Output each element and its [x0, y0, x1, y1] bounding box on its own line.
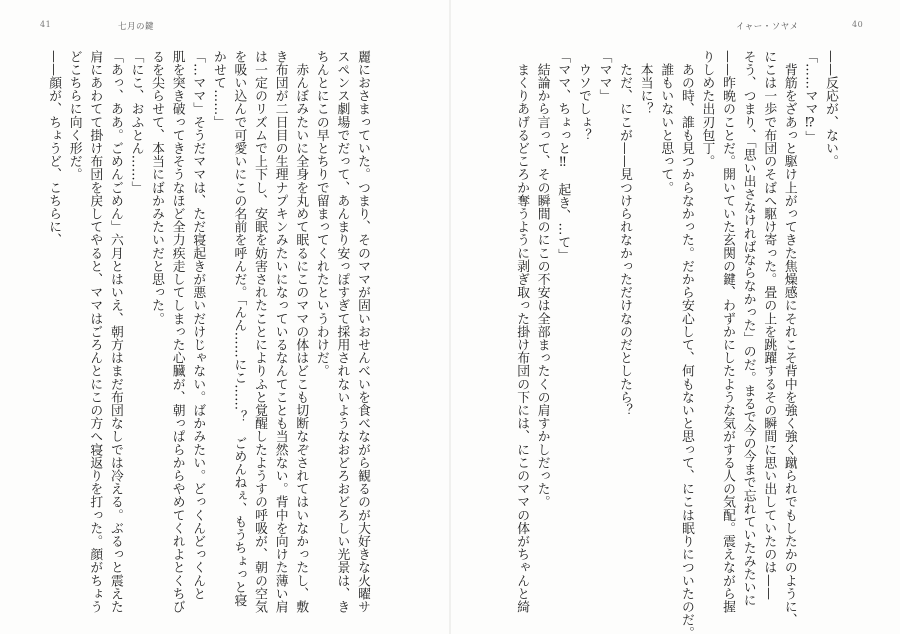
text-line: あの時、誰も見つからなかった。だから安心して、何もないと思って、にこは眠りについたのだ。: [678, 50, 694, 640]
text-line: 誰もいないと思って。: [658, 50, 674, 195]
text-line: 赤んぼみたいに全身を丸めて眠るにこのママの体はどこも切断なぞされてはいなかったし、敷: [293, 50, 309, 614]
text-line: 「…ママ」そうだママは、ただ寝起きが悪いだけじゃない。ばかみたい。どっくんどっくんと: [190, 50, 206, 601]
text-line: は一定のリズムで上下し、安眠を妨害されたことによりふと覚醒したようすの呼吸が、朝の空気: [252, 50, 268, 614]
text-line: 結論から言って、その瞬間のにこの不安は全部まったくの肩すかしだった。: [534, 50, 550, 509]
text-line: るを尖らせて、本当にばかみたいだと思った。: [149, 50, 165, 326]
right-page-number: 40: [852, 20, 864, 29]
text-line: ——反応が、ない。: [823, 50, 838, 168]
right-page: [450, 0, 900, 640]
text-line: まくりあげるどころか奪うように剥ぎ取った掛け布団の下には、にこのママの体がちゃんと綺: [514, 50, 530, 614]
text-line: を吸い込んで可愛いにこの名前を呼んだ。「んん……にこ……？ ごめんねぇ、もうちょっと寝: [231, 50, 247, 607]
text-line: 背筋をざあっと駆け上がってきた焦燥感にそれこそ背中を強く強く蹴られでもしたかのように、: [781, 50, 797, 627]
text-line: ちんとにこの早とちりで留まってくれたというわけだ。: [313, 50, 329, 378]
text-line: 肩にあわてて掛け布団を戻してやると、ママはごろんとにこの方へ寝返りを打った。顔がちょう: [87, 50, 103, 614]
text-line: どこちらに向く形だ。: [66, 50, 82, 181]
left-page-number: 41: [40, 20, 52, 29]
left-body-text: [40, 50, 372, 614]
left-running-title: 七月の鍵: [118, 22, 155, 32]
text-line: かせて……」: [210, 50, 226, 129]
right-body-text: [512, 50, 840, 640]
text-line: 「あっ、ああ。ごめんごめん」六月とはいえ、朝方はまだ布団なしでは冷える。ぶるっと震えた: [107, 50, 123, 614]
right-running-title: イャー・ソヤメ: [736, 22, 799, 32]
text-line: ウソでしょ？: [575, 50, 591, 142]
text-line: ——昨晩のことだ。開いていた玄関の鍵、わずかにしたような気がする人の気配。震えながら握: [720, 50, 736, 614]
text-line: にこは一歩で布団のそばへ駆け寄った。畳の上を跳躍するその瞬間に思い出していたのは——: [761, 50, 777, 601]
text-line: 「ママ」: [596, 50, 612, 103]
text-line: 「にこ、おふとん……」: [128, 50, 144, 195]
text-line: 肌を突き破ってきそうなほど全力疾走してしまった心臓が、朝っぱらからやめてくれよとくちび: [169, 50, 185, 614]
text-line: 「……ママ⁉」: [802, 50, 818, 144]
text-line: スペンス劇場でだって、あんまり安っぽすぎて採用されないようなおどろおどろしい光景は、き: [334, 50, 350, 614]
text-line: き布団が二日目の生理ナプキンみたいになっているなんてことも当然ない。背中を向けた薄い肩: [272, 50, 288, 614]
text-line: ただ、にこが——見つけられなかっただけなのだとしたら？: [617, 50, 633, 417]
text-line: 麗におさまっていた。つまり、そのママが固いおせんべいを食べながら観るのが大好きな火曜サ: [355, 50, 370, 614]
left-page: [0, 0, 450, 634]
text-line: りしめた出刃包丁。: [699, 50, 715, 168]
text-line: 「ママ、ちょっと‼ 起き、…て」: [555, 50, 571, 262]
text-line: そう、つまり、「思い出さなければならなかった」のだ。まるで今の今まで忘れていたみたいに: [740, 50, 756, 607]
text-line: 本当に？: [637, 50, 653, 116]
text-line: ——顔が、ちょうど、こちらに、: [46, 50, 62, 247]
